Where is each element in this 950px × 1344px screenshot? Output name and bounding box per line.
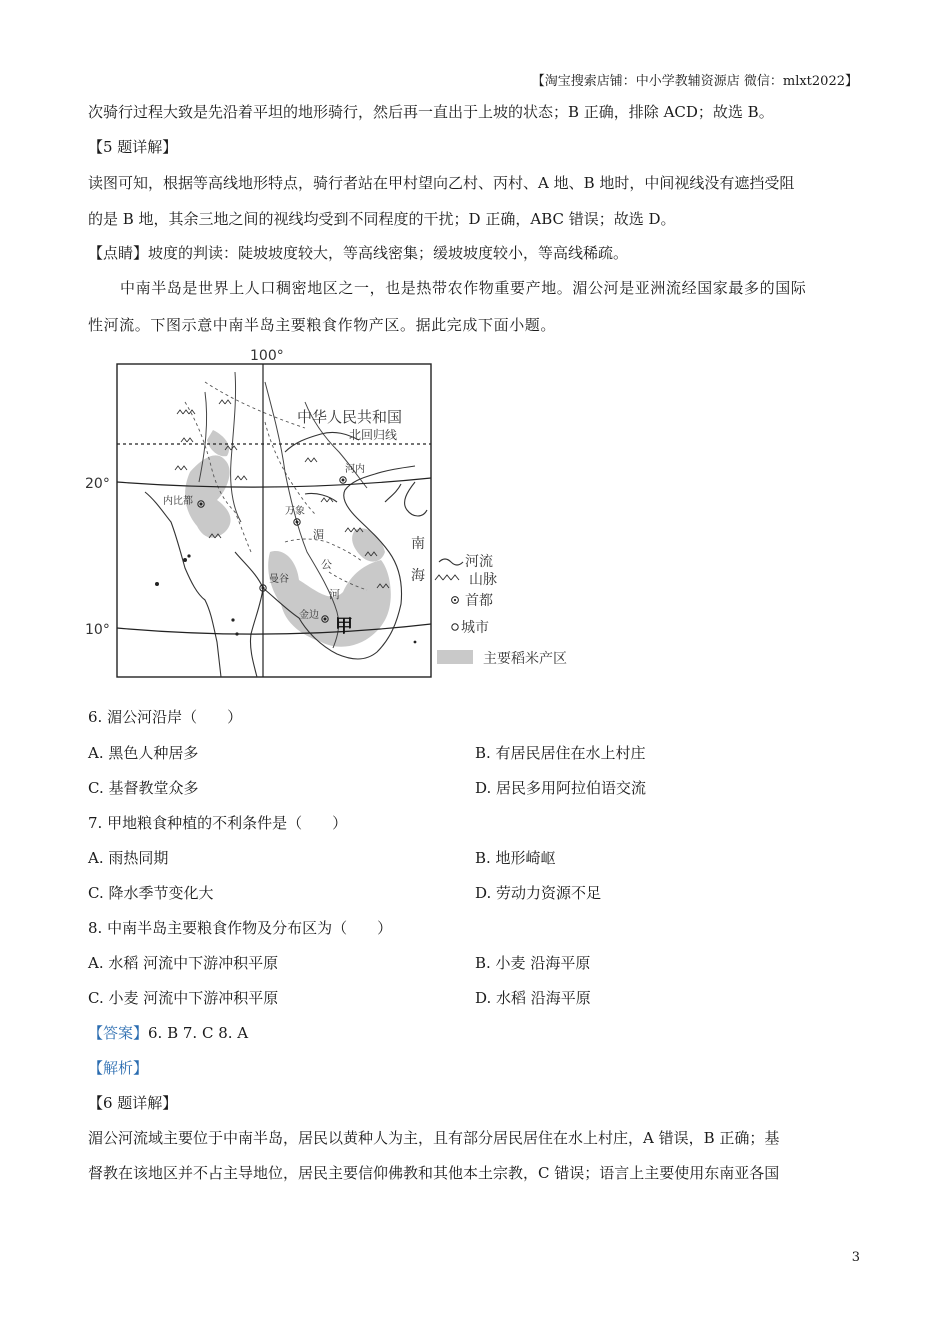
q8-option-d: D. 水稻 沿海平原	[475, 989, 591, 1007]
capital-legend-icon	[452, 597, 459, 604]
analysis-tag: 【解析】	[88, 1059, 149, 1077]
q6-option-d: D. 居民多用阿拉伯语交流	[475, 779, 647, 797]
q5-detail-line-2: 的是 B 地，其余三地之间的视线均受到不同程度的干扰；D 正确，ABC 错误；故选 D。	[88, 210, 676, 228]
q5-detail-title: 【5 题详解】	[88, 138, 178, 156]
q6-option-a: A. 黑色人种居多	[88, 744, 199, 762]
q6-option-c: C. 基督教堂众多	[88, 779, 199, 797]
question-6: 6. 湄公河沿岸（ ）	[88, 708, 243, 726]
mekong-label-1: 湄	[313, 528, 324, 541]
svg-text:山脉: 山脉	[469, 572, 497, 588]
river-legend-icon	[439, 559, 463, 565]
hanoi-label: 河内	[345, 464, 365, 475]
south-sea-label-2: 海	[411, 568, 425, 584]
q8-option-a: A. 水稻 河流中下游冲积平原	[88, 954, 279, 972]
previous-answer-end: 次骑行过程大致是先沿着平坦的地形骑行，然后再一直出于上坡的状态；B 正确，排除 ACD；故选 B。	[88, 103, 774, 121]
q7-option-a: A. 雨热同期	[88, 849, 169, 867]
q8-option-c: C. 小麦 河流中下游冲积平原	[88, 989, 279, 1007]
bangkok-label: 曼谷	[269, 574, 289, 585]
tropic-label: 北回归线	[349, 428, 398, 442]
q8-option-b: B. 小麦 沿海平原	[475, 954, 591, 972]
question-7: 7. 甲地粮食种植的不利条件是（ ）	[88, 814, 348, 832]
svg-text:城市: 城市	[461, 620, 489, 636]
q7-option-d: D. 劳动力资源不足	[475, 884, 602, 902]
jia-label: 甲	[335, 616, 353, 637]
south-sea-label-1: 南	[411, 536, 425, 552]
mountain-legend-icon	[435, 575, 459, 580]
intro-line-2: 性河流。下图示意中南半岛主要粮食作物产区。据此完成下面小题。	[88, 316, 557, 334]
mekong-label-2: 公	[321, 558, 332, 571]
answer-line	[88, 1023, 248, 1043]
mekong-label-3: 河	[329, 588, 340, 601]
phnompenh-label: 金边	[299, 610, 319, 621]
intro-line-1: 中南半岛是世界上人口稠密地区之一，也是热带农作物重要产地。湄公河是亚洲流经国家最多的国际	[120, 279, 807, 297]
q7-option-c: C. 降水季节变化大	[88, 884, 214, 902]
svg-text:主要稻米产区: 主要稻米产区	[483, 651, 567, 667]
page-header: 【淘宝搜索店铺：中小学教辅资源店 微信：mlxt2022】	[531, 74, 858, 89]
q6-option-b: B. 有居民居住在水上村庄	[475, 744, 646, 762]
q6-detail-title: 【6 题详解】	[88, 1094, 178, 1112]
latitude-20-label: 20°	[85, 476, 110, 492]
tip-text: 【点睛】坡度的判读：陡坡坡度较大，等高线密集；缓坡坡度较小，等高线稀疏。	[88, 244, 629, 262]
longitude-100-label: 100°	[250, 348, 284, 364]
map-legend	[435, 553, 567, 667]
china-label: 中华人民共和国	[297, 408, 403, 426]
city-legend-icon	[452, 624, 458, 630]
svg-text:首都: 首都	[465, 593, 493, 609]
q6-detail-line-1: 湄公河流域主要位于中南半岛，居民以黄种人为主，且有部分居民居住在水上村庄，A 错误，B 正确；基	[88, 1129, 780, 1147]
naypyidaw-label: 内比都	[163, 496, 193, 507]
indochina-map	[85, 342, 605, 687]
svg-text:河流: 河流	[465, 554, 493, 570]
question-8: 8. 中南半岛主要粮食作物及分布区为（ ）	[88, 919, 393, 937]
latitude-10-label: 10°	[85, 622, 110, 638]
answer-tag: 【答案】	[88, 1024, 149, 1042]
answer-text: 6. B 7. C 8. A	[148, 1024, 249, 1042]
page-number: 3	[851, 1250, 860, 1265]
q5-detail-line-1: 读图可知，根据等高线地形特点，骑行者站在甲村望向乙村、丙村、A 地、B 地时，中间视线没有遮挡受阻	[88, 174, 795, 192]
q7-option-b: B. 地形崎岖	[475, 849, 556, 867]
vientiane-label: 万象	[285, 506, 305, 517]
rice-legend-swatch	[437, 650, 473, 664]
q6-detail-line-2: 督教在该地区并不占主导地位，居民主要信仰佛教和其他本土宗教，C 错误；语言上主要使用东南亚各国	[88, 1164, 780, 1182]
